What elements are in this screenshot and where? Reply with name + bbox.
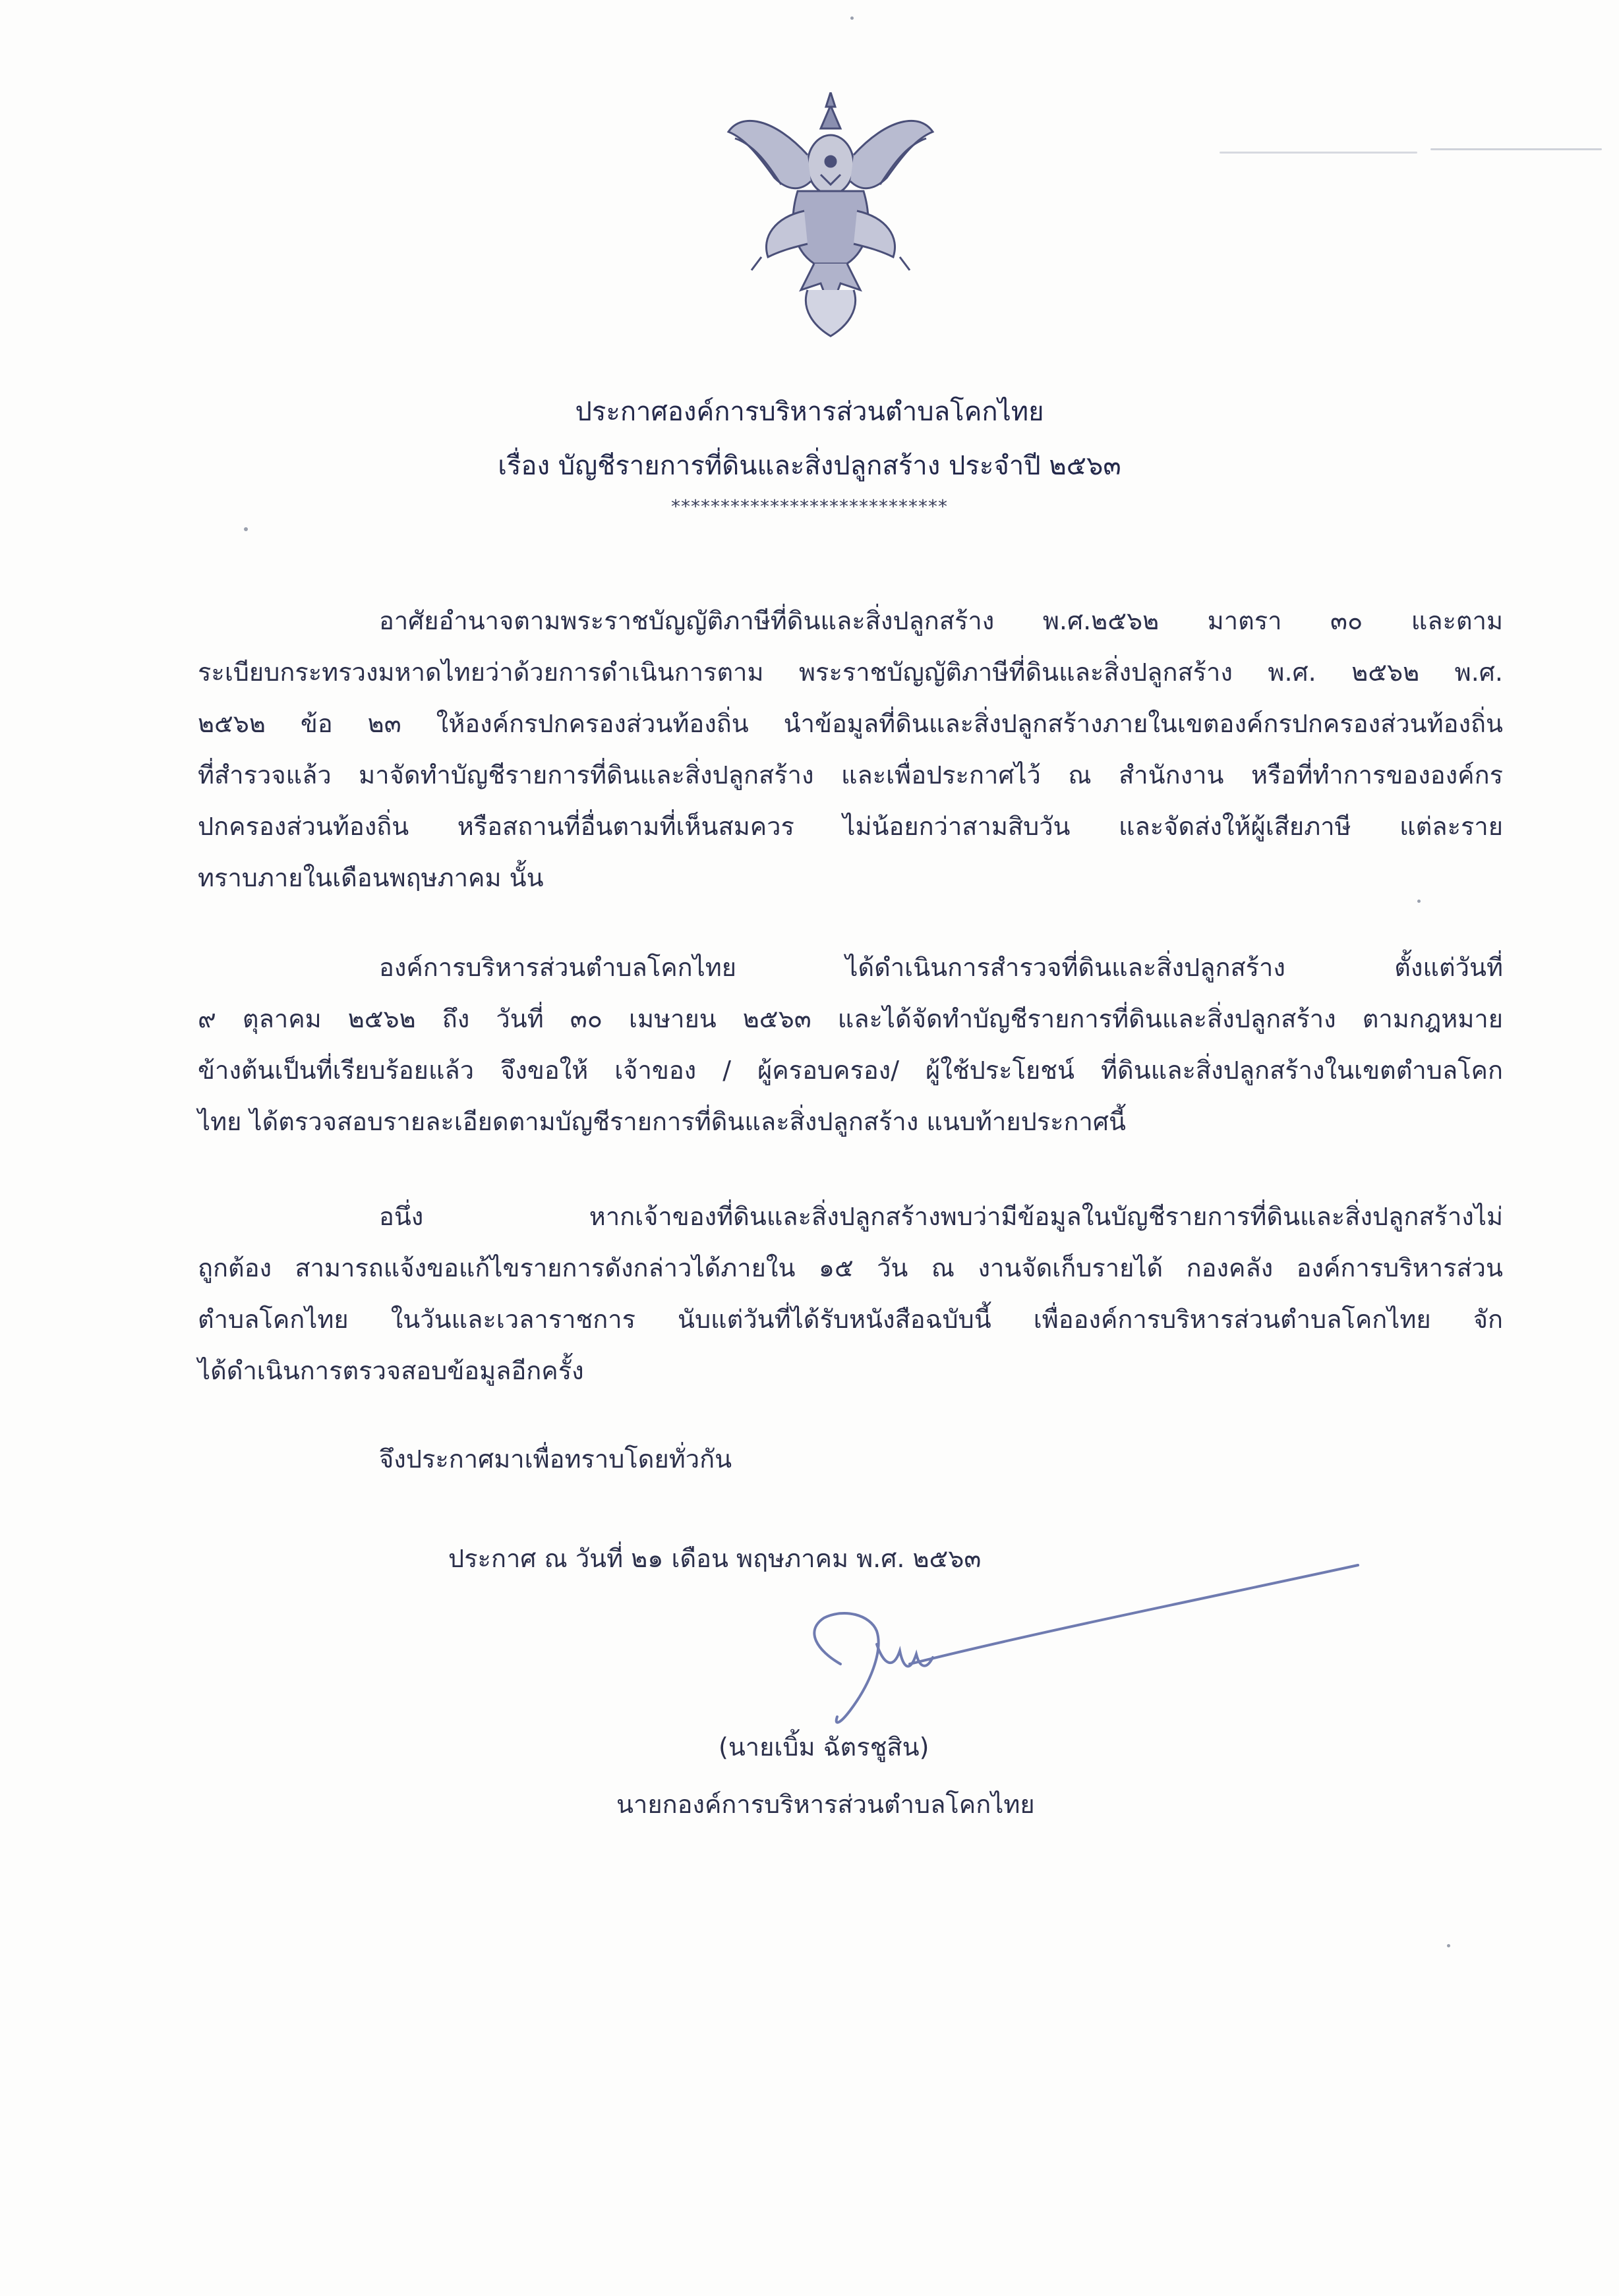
paragraph-3-line: ถูกต้อง สามารถแจ้งขอแก้ไขรายการดังกล่าวได้ภายใน ๑๕ วัน ณ งานจัดเก็บรายได้ กองคลัง องค์การบริหารส่วน: [198, 1253, 1503, 1282]
paragraph-1-line: ระเบียบกระทรวงมหาดไทยว่าด้วยการดำเนินการตาม พระราชบัญญัติภาษีที่ดินและสิ่งปลูกสร้าง พ.ศ. ๒๕๖๒ พ.ศ.: [198, 658, 1503, 687]
scan-speck: [1417, 900, 1421, 903]
signatory-name: (นายเบิ้ม ฉัตรชูสิน): [719, 1733, 929, 1762]
paragraph-1-line: ทราบภายในเดือนพฤษภาคม นั้น: [198, 863, 544, 892]
closing-statement: จึงประกาศมาเพื่อทราบโดยทั่วกัน: [379, 1445, 732, 1474]
paragraph-3-line: อนึ่ง หากเจ้าของที่ดินและสิ่งปลูกสร้างพบว่ามีข้อมูลในบัญชีรายการที่ดินและสิ่งปลูกสร้างไม่: [379, 1202, 1503, 1231]
document-title: ประกาศองค์การบริหารส่วนตำบลโคกไทย: [575, 397, 1044, 427]
scan-speck: [1447, 1944, 1450, 1947]
scan-speck: [1220, 152, 1417, 154]
scan-speck: [850, 16, 854, 20]
signatory-position: นายกองค์การบริหารส่วนตำบลโคกไทย: [616, 1790, 1035, 1819]
paragraph-3-line: ตำบลโคกไทย ในวันและเวลาราชการ นับแต่วันที่ได้รับหนังสือฉบับนี้ เพื่อองค์การบริหารส่วนตำบลโคกไทย จัก: [198, 1305, 1503, 1334]
paragraph-1-line: ที่สำรวจแล้ว มาจัดทำบัญชีรายการที่ดินและสิ่งปลูกสร้าง และเพื่อประกาศไว้ ณ สำนักงาน หรือที่ทำการขององค์กร: [198, 761, 1503, 789]
paragraph-2-line: ข้างต้นเป็นที่เรียบร้อยแล้ว จึงขอให้ เจ้าของ / ผู้ครอบครอง/ ผู้ใช้ประโยชน์ ที่ดินและสิ่งปลูกสร้างในเขตตำบลโคก: [198, 1056, 1503, 1085]
title-separator: ****************************: [671, 496, 948, 517]
scan-speck: [244, 527, 248, 531]
document-subject: เรื่อง บัญชีรายการที่ดินและสิ่งปลูกสร้าง ประจำปี ๒๕๖๓: [498, 451, 1121, 481]
garuda-emblem-icon: [722, 92, 939, 339]
paragraph-1-line: ๒๕๖๒ ข้อ ๒๓ ให้องค์กรปกครองส่วนท้องถิ่น นำข้อมูลที่ดินและสิ่งปลูกสร้างภายในเขตองค์กรปกครองส่วนท้องถิ่น: [198, 709, 1503, 738]
paragraph-2-line: องค์การบริหารส่วนตำบลโคกไทย ได้ดำเนินการสำรวจที่ดินและสิ่งปลูกสร้าง ตั้งแต่วันที่: [379, 953, 1503, 982]
paragraph-3-line: ได้ดำเนินการตรวจสอบข้อมูลอีกครั้ง: [198, 1356, 584, 1385]
paragraph-1-line: ปกครองส่วนท้องถิ่น หรือสถานที่อื่นตามที่เห็นสมควร ไม่น้อยกว่าสามสิบวัน และจัดส่งให้ผู้เสียภาษี แต่ละราย: [198, 812, 1503, 841]
paragraph-1-line: อาศัยอำนาจตามพระราชบัญญัติภาษีที่ดินและสิ่งปลูกสร้าง พ.ศ.๒๕๖๒ มาตรา ๓๐ และตาม: [379, 606, 1503, 635]
paragraph-2-line: ไทย ได้ตรวจสอบรายละเอียดตามบัญชีรายการที่ดินและสิ่งปลูกสร้าง แนบท้ายประกาศนี้: [198, 1107, 1126, 1136]
handwritten-signature: [778, 1552, 1371, 1736]
announcement-date: ประกาศ ณ วันที่ ๒๑ เดือน พฤษภาคม พ.ศ. ๒๕๖๓: [448, 1544, 982, 1573]
scan-speck: [1430, 148, 1602, 150]
paragraph-2-line: ๙ ตุลาคม ๒๕๖๒ ถึง วันที่ ๓๐ เมษายน ๒๕๖๓ และได้จัดทำบัญชีรายการที่ดินและสิ่งปลูกสร้าง ตามกฎหมาย: [198, 1004, 1503, 1033]
